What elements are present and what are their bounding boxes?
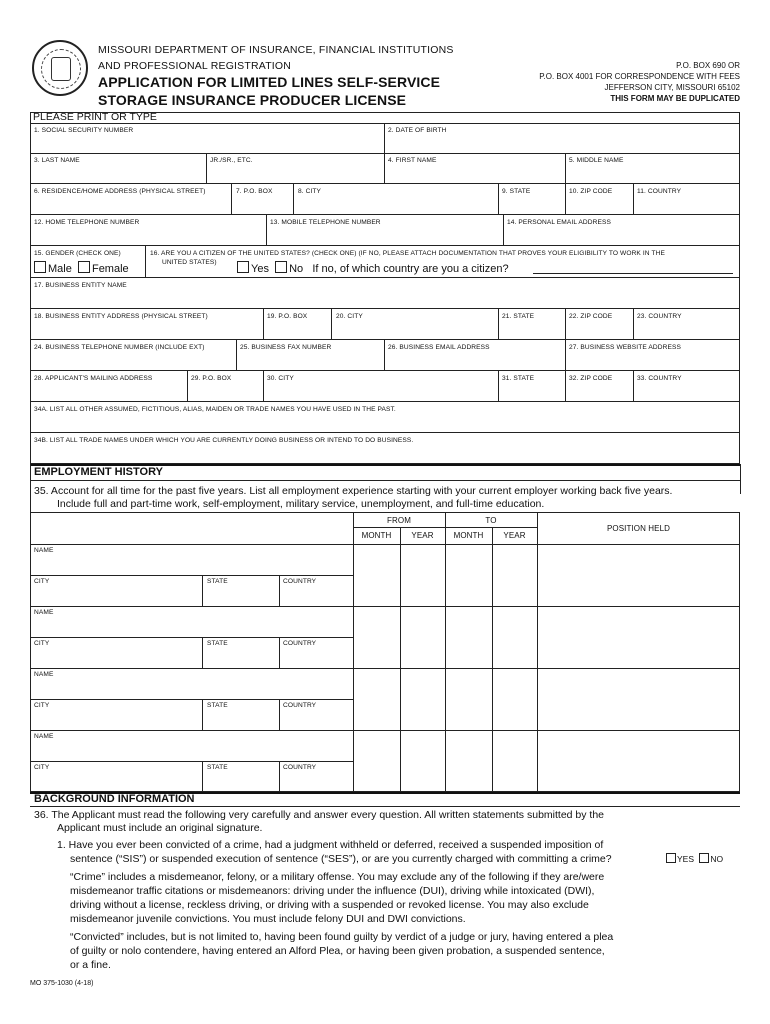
q35-text-2: Include full and part-time work, self-employment, military service, unemployment, and full-time education. xyxy=(57,498,545,510)
field-business-city[interactable]: 20. CITY xyxy=(336,313,363,320)
crime-def-2: misdemeanor traffic citations or misdemeanors: driving under the influence (DUI), driving while intoxicated (DWI), xyxy=(70,885,595,897)
field-business-po-box[interactable]: 19. P.O. BOX xyxy=(267,313,308,320)
q35-text-1: 35. Account for all time for the past five years. List all employment experience starting with your current employer working back five years. xyxy=(34,485,673,497)
employer-name-field[interactable]: NAME xyxy=(34,609,54,616)
from-header: FROM xyxy=(387,516,411,525)
field-first-name[interactable]: 4. FIRST NAME xyxy=(388,157,437,164)
employer-name-field[interactable]: NAME xyxy=(34,733,54,740)
q36-text-1: 36. The Applicant must read the following very carefully and answer every question. All written statements submitted by the xyxy=(34,809,605,821)
q1-text-1: 1. Have you ever been convicted of a crime, had a judgment withheld or deferred, received a suspended imposition of xyxy=(57,839,604,851)
field-last-name[interactable]: 3. LAST NAME xyxy=(34,157,80,164)
field-personal-email[interactable]: 14. PERSONAL EMAIL ADDRESS xyxy=(507,219,611,226)
citizen-yes-label: Yes xyxy=(251,263,269,275)
crime-def-4: misdemeanor juvenile convictions. You must include felony DUI and DWI convictions. xyxy=(70,913,466,925)
field-business-address[interactable]: 18. BUSINESS ENTITY ADDRESS (PHYSICAL STREET) xyxy=(34,313,208,320)
employer-state-field[interactable]: STATE xyxy=(207,764,228,771)
field-mailing-zip[interactable]: 32. ZIP CODE xyxy=(569,375,613,382)
field-mailing-po-box[interactable]: 29. P.O. BOX xyxy=(191,375,232,382)
crime-def-1: “Crime” includes a misdemeanor, felony, or a military offense. You may exclude any of the following if they are/were xyxy=(70,871,605,883)
to-year-header: YEAR xyxy=(503,531,526,540)
employer-city-field[interactable]: CITY xyxy=(34,764,50,771)
from-month-header: MONTH xyxy=(361,531,392,540)
to-header: TO xyxy=(485,516,497,525)
q1-no-checkbox[interactable] xyxy=(699,853,709,863)
female-label: Female xyxy=(91,263,129,275)
citizen-country-prompt: If no, of which country are you a citizen? xyxy=(312,263,509,275)
field-business-website[interactable]: 27. BUSINESS WEBSITE ADDRESS xyxy=(569,344,681,351)
field-po-box[interactable]: 7. P.O. BOX xyxy=(236,188,273,195)
field-business-email[interactable]: 26. BUSINESS EMAIL ADDRESS xyxy=(388,344,490,351)
employer-state-field[interactable]: STATE xyxy=(207,702,228,709)
convicted-def-2: of guilty or nolo contendere, having entered an Alford Plea, or having been given probation, a suspended sentence, xyxy=(70,945,605,957)
employer-city-field[interactable]: CITY xyxy=(34,702,50,709)
form-number: MO 375-1030 (4-18) xyxy=(30,980,94,987)
employer-state-field[interactable]: STATE xyxy=(207,578,228,585)
q1-no-label: NO xyxy=(710,854,724,864)
gender-options xyxy=(34,261,129,275)
field-business-fax[interactable]: 25. BUSINESS FAX NUMBER xyxy=(240,344,332,351)
citizen-yes-checkbox[interactable] xyxy=(237,261,249,273)
field-home-phone[interactable]: 12. HOME TELEPHONE NUMBER xyxy=(34,219,140,226)
form-title-line-2: STORAGE INSURANCE PRODUCER LICENSE xyxy=(98,92,407,108)
field-business-state[interactable]: 21. STATE xyxy=(502,313,535,320)
q1-yes-label: YES xyxy=(677,854,695,864)
background-info-title: BACKGROUND INFORMATION xyxy=(34,793,195,805)
field-business-entity-name[interactable]: 17. BUSINESS ENTITY NAME xyxy=(34,282,127,289)
employer-city-field[interactable]: CITY xyxy=(34,640,50,647)
employment-table xyxy=(30,512,740,792)
q1-text-2: sentence (“SIS”) or suspended execution of sentence (“SES”), or are you currently charged with committing a crime? xyxy=(70,853,612,865)
field-city[interactable]: 8. CITY xyxy=(298,188,322,195)
female-checkbox[interactable] xyxy=(78,261,90,273)
employer-country-field[interactable]: COUNTRY xyxy=(283,640,317,647)
from-year-header: YEAR xyxy=(411,531,434,540)
convicted-def-3: or a fine. xyxy=(70,959,111,971)
q36-text-2: Applicant must include an original signature. xyxy=(57,822,263,834)
employer-name-field[interactable]: NAME xyxy=(34,671,54,678)
to-month-header: MONTH xyxy=(453,531,484,540)
mailing-address: P.O. BOX 690 OR P.O. BOX 4001 FOR CORRESPONDENCE WITH FEES JEFFERSON CITY, MISSOURI 65102 THIS FORM MAY BE DUPLICATED xyxy=(539,61,740,103)
field-country[interactable]: 11. COUNTRY xyxy=(637,188,682,195)
field-mailing-address[interactable]: 28. APPLICANT'S MAILING ADDRESS xyxy=(34,375,153,382)
field-gender-label: 15. GENDER (CHECK ONE) xyxy=(34,250,121,257)
employer-country-field[interactable]: COUNTRY xyxy=(283,764,317,771)
q1-answer xyxy=(666,853,723,864)
citizen-country-input[interactable] xyxy=(533,273,733,274)
citizen-options xyxy=(237,261,509,275)
field-ssn[interactable]: 1. SOCIAL SECURITY NUMBER xyxy=(34,127,134,134)
employer-country-field[interactable]: COUNTRY xyxy=(283,578,317,585)
field-suffix[interactable]: JR./SR., ETC. xyxy=(210,157,253,164)
field-mailing-country[interactable]: 33. COUNTRY xyxy=(637,375,682,382)
state-seal-icon xyxy=(32,40,88,96)
employer-city-field[interactable]: CITY xyxy=(34,578,50,585)
field-citizen-label: 16. ARE YOU A CITIZEN OF THE UNITED STATES? (CHECK ONE) (IF NO, PLEASE ATTACH DOCUMENTATION THAT PROVES YOUR ELIGIBILITY TO WORK IN THE xyxy=(150,250,665,257)
male-label: Male xyxy=(48,263,72,275)
citizen-no-checkbox[interactable] xyxy=(275,261,287,273)
agency-line-2: AND PROFESSIONAL REGISTRATION xyxy=(98,60,292,72)
field-business-country[interactable]: 23. COUNTRY xyxy=(637,313,682,320)
field-mobile-phone[interactable]: 13. MOBILE TELEPHONE NUMBER xyxy=(270,219,381,226)
agency-line-1: MISSOURI DEPARTMENT OF INSURANCE, FINANCIAL INSTITUTIONS xyxy=(98,44,454,56)
employer-country-field[interactable]: COUNTRY xyxy=(283,702,317,709)
field-middle-name[interactable]: 5. MIDDLE NAME xyxy=(569,157,624,164)
field-mailing-state[interactable]: 31. STATE xyxy=(502,375,535,382)
field-dob[interactable]: 2. DATE OF BIRTH xyxy=(388,127,447,134)
employer-name-field[interactable]: NAME xyxy=(34,547,54,554)
crime-def-3: driving without a license, reckless driving, or driving with a suspended or revoked license. You may also exclude xyxy=(70,899,589,911)
position-held-header: POSITION HELD xyxy=(606,524,671,533)
field-zip[interactable]: 10. ZIP CODE xyxy=(569,188,613,195)
print-instruction: PLEASE PRINT OR TYPE xyxy=(33,111,157,123)
field-residence-address[interactable]: 6. RESIDENCE/HOME ADDRESS (PHYSICAL STREET) xyxy=(34,188,206,195)
convicted-def-1: “Convicted” includes, but is not limited to, having been found guilty by verdict of a judge or jury, having entered a plea xyxy=(70,931,614,943)
citizen-no-label: No xyxy=(289,263,304,275)
field-other-names[interactable]: 34A. LIST ALL OTHER ASSUMED, FICTITIOUS, ALIAS, MAIDEN OR TRADE NAMES YOU HAVE USED IN THE PAST. xyxy=(34,406,396,413)
q1-yes-checkbox[interactable] xyxy=(666,853,676,863)
field-business-phone[interactable]: 24. BUSINESS TELEPHONE NUMBER (INCLUDE EXT) xyxy=(34,344,205,351)
field-citizen-label-2: UNITED STATES) xyxy=(162,259,217,266)
male-checkbox[interactable] xyxy=(34,261,46,273)
field-trade-names[interactable]: 34B. LIST ALL TRADE NAMES UNDER WHICH YOU ARE CURRENTLY DOING BUSINESS OR INTEND TO DO BUSINESS. xyxy=(34,437,414,444)
field-state[interactable]: 9. STATE xyxy=(502,188,531,195)
form-title-line-1: APPLICATION FOR LIMITED LINES SELF-SERVICE xyxy=(98,74,441,90)
employment-history-title: EMPLOYMENT HISTORY xyxy=(34,466,163,478)
field-mailing-city[interactable]: 30. CITY xyxy=(267,375,294,382)
employer-state-field[interactable]: STATE xyxy=(207,640,228,647)
field-business-zip[interactable]: 22. ZIP CODE xyxy=(569,313,613,320)
